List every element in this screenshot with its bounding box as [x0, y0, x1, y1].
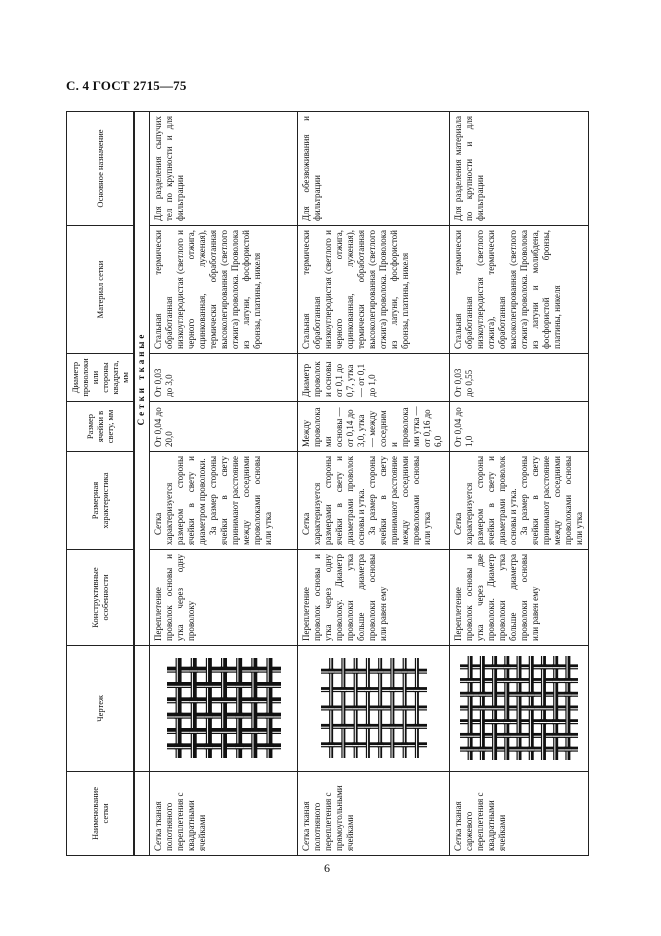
table-header-row	[67, 112, 135, 856]
col-header-name: Наименование сетки	[67, 772, 135, 856]
size-char-part-1: Сетка характеризуется размерами стороны ячейки в свету и диаметрами проволок основы и утка.	[301, 456, 366, 545]
col-header-material: Материал сетки	[67, 226, 135, 354]
page-number: 6	[324, 861, 330, 875]
mesh-diameter: От 0,03 до 0,55	[450, 354, 589, 402]
mesh-features: Переплетение проволок основы и утка через одну проволоку. Диаметр проволоки утка больше диаметра проволоки основы или равен ему	[298, 550, 450, 646]
col-header-diameter: Диаметр проволоки или стороны квадрата, мм	[67, 354, 135, 402]
mesh-purpose: Для обезвоживания и фильтрации	[298, 112, 450, 226]
mesh-table	[66, 111, 589, 856]
rotated-table	[66, 112, 584, 856]
mesh-name: Сетка тканая саржевого переплетения с квадратными ячейками	[450, 772, 589, 856]
mesh-drawing	[450, 646, 589, 772]
mesh-purpose: Для разделения материала по крупности и для фильтрации	[450, 112, 589, 226]
mesh-size-char	[298, 452, 450, 550]
table-row	[150, 112, 298, 856]
mesh-drawing	[150, 646, 298, 772]
mesh-material: Стальная термически обработанная низкоуглеродистая (светлого и черного отжига, оцинкованная, луженая), термически обработанная высоколегированная (светлого отжига) проволока. Проволока из латуни, фосфористой бронзы, платины, никеля	[298, 226, 450, 354]
mesh-cell-size: Между проволоками основы — от 0,14 до 3,0, утка — между соседними проволоками утка — от 0,16 до 6,0	[298, 402, 450, 452]
size-char-part-1: Сетка характеризуется размером стороны ячейки в свету и диаметром проволоки.	[153, 456, 207, 545]
mesh-features: Переплетение проволок основы и утка через две проволоки. Диаметр проволоки утка больше диаметра проволоки основы или равен ему	[450, 550, 589, 646]
page-header: С. 4 ГОСТ 2715—75	[66, 78, 187, 93]
table-row	[450, 112, 589, 856]
mesh-features: Переплетение проволок основы и утка через одну проволоку	[150, 550, 298, 646]
mesh-cell-size: От 0,04 до 1,0	[450, 402, 589, 452]
mesh-cell-size: От 0,04 до 20,0	[150, 402, 298, 452]
section-row	[134, 112, 150, 856]
mesh-diameter: От 0,03 до 3,0	[150, 354, 298, 402]
mesh-purpose: Для разделения сыпучих тел по крупности и для фильтрации	[150, 112, 298, 226]
col-header-cell-size: Размер ячейки в свету, мм	[67, 402, 135, 452]
mesh-material: Стальная термически обработанная низкоуглеродистая (светлого отжига), термически обработанная высоколегированная (светлого отжига) проволока. Проволока из латуни и молибдена, фосфористой бронзы, платины, никеля	[450, 226, 589, 354]
size-char-part-1: Сетка характеризуется размером стороны ячейки в свету и диаметрами проволок основы и утка.	[453, 456, 518, 545]
mesh-drawing	[298, 646, 450, 772]
woven-mesh-rectangular-icon	[307, 649, 441, 769]
mesh-size-char	[450, 452, 589, 550]
mesh-material: Стальная термически обработанная низкоуглеродистая (светлого и черного отжига, оцинкованная, луженая), термически обработанная высоколегированная (светлого отжига) проволока. Проволока из латуни, фосфористой бронзы, платины, никеля	[150, 226, 298, 354]
woven-mesh-twill-icon	[452, 649, 586, 769]
mesh-name: Сетка тканая полотняного переплетения с квадратными ячейками	[150, 772, 298, 856]
col-header-drawing: Чертеж	[67, 646, 135, 772]
col-header-purpose: Основное назначение	[67, 112, 135, 226]
mesh-size-char	[150, 452, 298, 550]
rotated-table-region	[66, 112, 584, 856]
size-char-part-2: За размер стороны ячейки в свету принимают расстояние между соседними проволоками основы или утка	[208, 456, 273, 545]
mesh-name: Сетка тканая полотняного переплетения с прямоугольными ячейками	[298, 772, 450, 856]
table-row	[298, 112, 450, 856]
mesh-diameter: Диаметр проволоки основы от 0,1 до 0,7, утка — от 0,1 до 1,0	[298, 354, 450, 402]
size-char-part-2: За размер стороны ячейки в свету принимают расстояние между соседними проволоками основы или утка	[367, 456, 432, 545]
col-header-features: Конструктивные особенности	[67, 550, 135, 646]
size-char-part-2: За размер стороны ячейки в свету принимают расстояние между соседними проволоками основы или утка	[519, 456, 584, 545]
woven-mesh-square-icon	[157, 649, 291, 769]
section-title: Сетки тканые	[134, 112, 150, 646]
col-header-size-char: Размерная характеристика	[67, 452, 135, 550]
